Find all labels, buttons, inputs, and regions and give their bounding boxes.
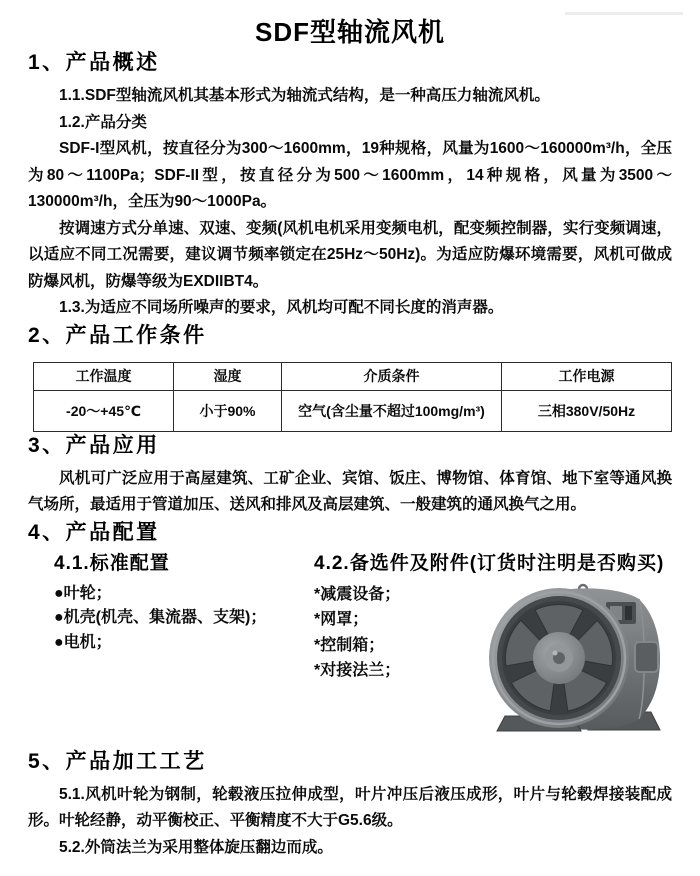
optional-item-mesh-cover: *网罩； — [314, 611, 369, 628]
col-header-temperature: 工作温度 — [34, 362, 174, 390]
section-conditions-heading: 2、产品工作条件 — [28, 323, 207, 347]
subsection-optional-heading: 4.2.备选件及附件(订货时注明是否购买) — [314, 552, 665, 574]
impeller-hub — [533, 632, 585, 684]
document-content — [0, 49, 700, 861]
standard-item-casing: ●机壳(机壳、集流器、支架)； — [54, 609, 267, 626]
cell-temperature: -20～+45℃ — [34, 390, 174, 431]
axial-fan-illustration — [485, 582, 671, 734]
section-application-heading: 3、产品应用 — [28, 433, 160, 457]
standard-item-motor: ●电机； — [54, 633, 112, 651]
cell-humidity: 小于90% — [174, 390, 282, 431]
optional-item-damper: *减震设备； — [314, 585, 401, 603]
configuration-columns — [28, 552, 672, 748]
para-application: 风机可广泛应用于高屋建筑、工矿企业、宾馆、饭庄、博物馆、体育馆、地下室等通风换气场所，最适用于管道加压、送风和排风及高层建筑、一般建筑的通风换气之用。 — [28, 469, 672, 513]
working-conditions-table — [33, 362, 672, 432]
para-1-1: 1.1.SDF型轴流风机其基本形式为轴流式结构，是一种高压力轴流风机。 — [59, 87, 550, 104]
para-5-1: 5.1.风机叶轮为钢制，轮毂液压拉伸成型，叶片冲压后液压成形，叶片与轮毂焊接装配成形。叶轮经静，动平衡校正、平衡精度不大于G5.6级。 — [28, 785, 672, 829]
col-header-medium: 介质条件 — [282, 362, 502, 390]
para-1-2: 1.2.产品分类 — [59, 113, 147, 131]
access-door — [635, 642, 658, 672]
table-row — [34, 390, 672, 431]
fan-product-image — [485, 582, 671, 734]
section-overview-heading: 1、产品概述 — [28, 51, 160, 74]
section-process-heading: 5、产品加工工艺 — [28, 749, 207, 773]
col-header-power: 工作电源 — [502, 362, 672, 390]
col-header-humidity: 湿度 — [174, 362, 282, 390]
document-title: SDF型轴流风机 — [254, 17, 445, 47]
para-speed-control: 按调速方式分单速、双速、变频(风机电机采用变频电机，配变频控制器，实行变频调速，以适应不同工况需要，建议调节频率锁定在25Hz～50Hz)。为适应防爆环境需要，风机可做成防爆风机，防爆等级为EXDIIBT4。 — [28, 219, 672, 290]
standard-item-impeller: ●叶轮； — [54, 584, 112, 602]
subsection-standard-heading: 4.1.标准配置 — [54, 552, 170, 574]
scan-edge-artifact — [565, 12, 683, 15]
section-configuration-heading: 4、产品配置 — [28, 520, 160, 544]
optional-item-control-box: *控制箱； — [314, 636, 385, 654]
para-classification: SDF-I型风机，按直径分为300～1600mm，19种规格，风量为1600～160000m³/h，全压为80～1100Pa；SDF-II型，按直径分为500～1600mm，14种规格，风量为3500～130000m³/h，全压为90～1000Pa。 — [28, 140, 672, 210]
table-header-row — [34, 362, 672, 390]
cell-power: 三相380V/50Hz — [502, 390, 672, 431]
para-5-2: 5.2.外筒法兰为采用整体旋压翻边而成。 — [59, 838, 333, 856]
cell-medium: 空气(含尘量不超过100mg/m³) — [282, 390, 502, 431]
optional-item-flange: *对接法兰； — [314, 662, 401, 679]
standard-config-column — [54, 552, 266, 656]
para-1-3: 1.3.为适应不同场所噪声的要求，风机均可配不同长度的消声器。 — [59, 299, 504, 316]
